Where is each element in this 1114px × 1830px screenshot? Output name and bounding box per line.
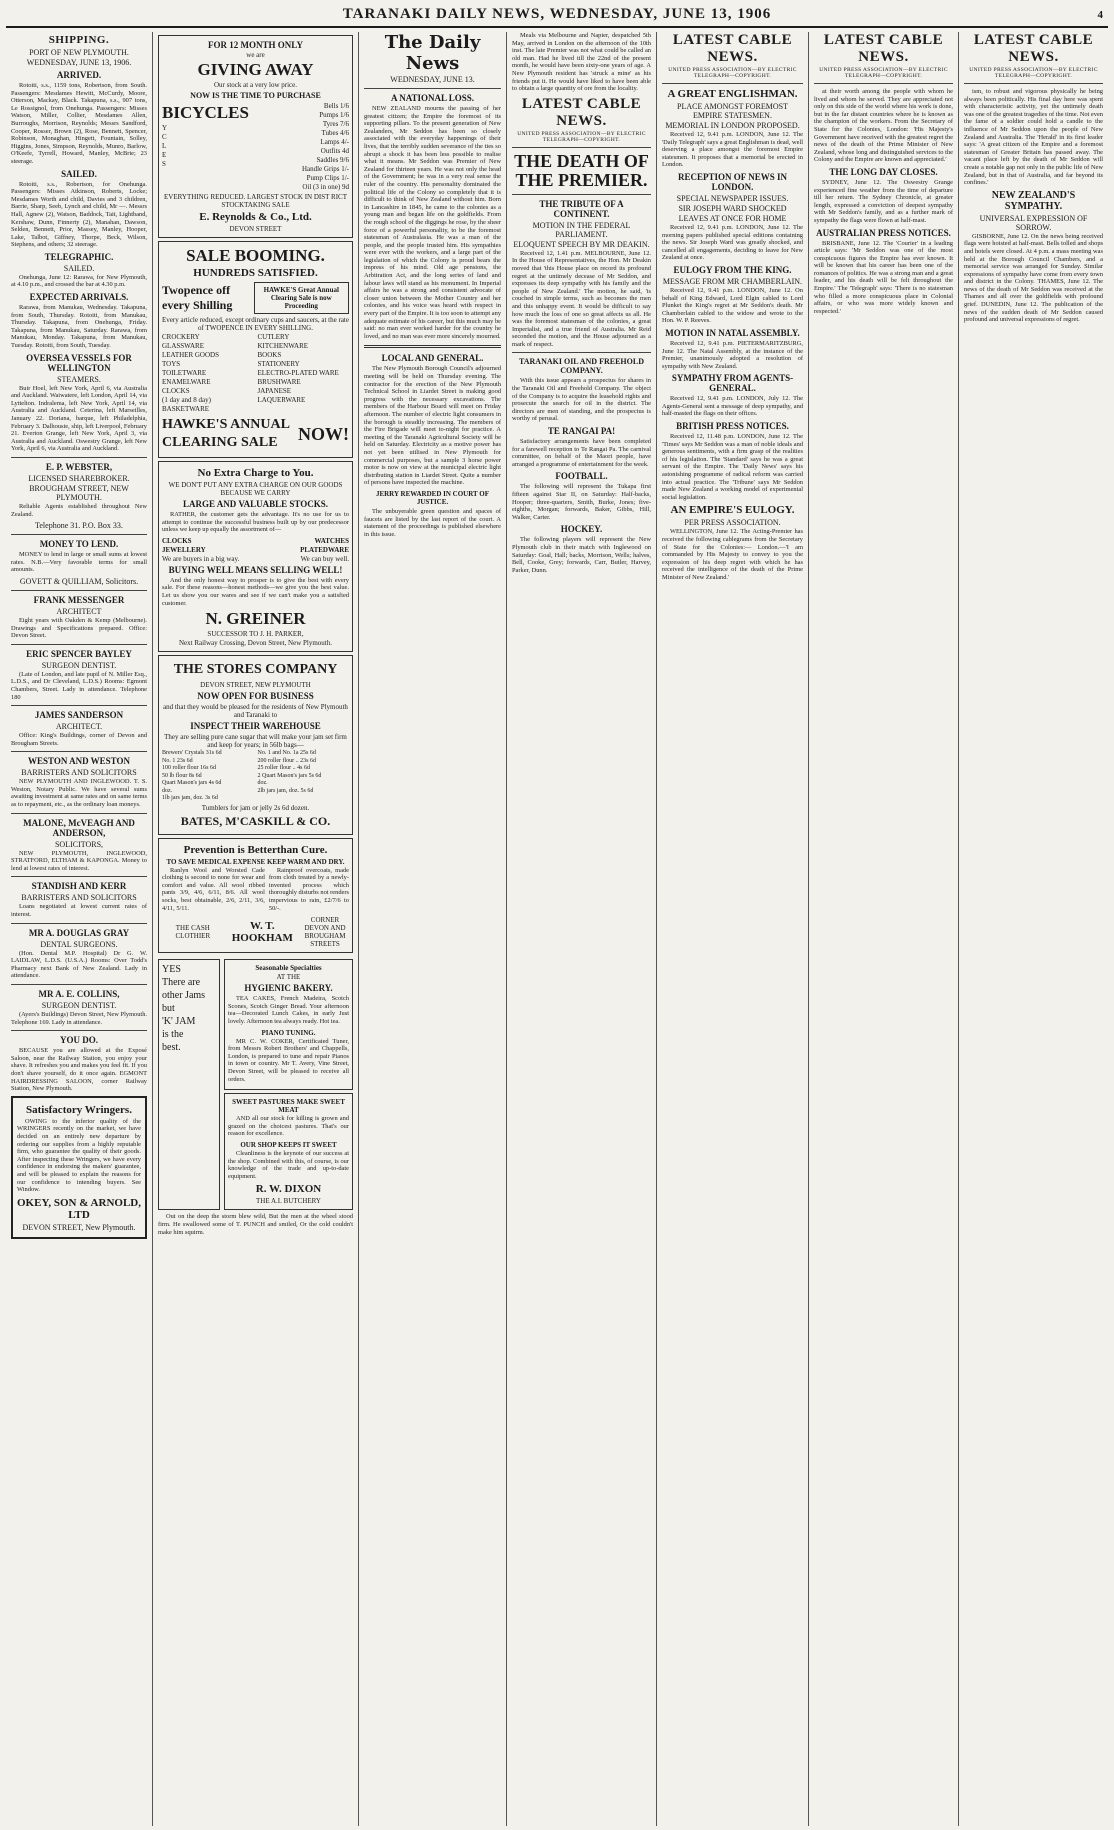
goods-left [162,333,254,414]
price-item: No. 1 23s 6d [162,757,193,764]
cable-tiny-3: UNITED PRESS ASSOCIATION—BY ELECTRIC TELEGRAPH—COPYRIGHT. [819,67,948,79]
plated-label: PLATEDWARE [300,545,349,554]
date-line: WEDNESDAY, JUNE 13, 1906. [26,58,132,67]
sanderson-text: Office: King's Buildings, corner of Devon and Brougham Streets. [11,732,147,747]
goods-item: STATIONERY [257,360,300,368]
shipping-heading: SHIPPING. [48,34,110,46]
kjam-word: 'K' JAM [162,1016,196,1028]
kjam-word: but [162,1003,175,1015]
goods-item: ELECTRO-PLATED WARE [257,369,339,377]
reception-heading: RECEPTION OF NEWS IN LONDON. [678,171,787,192]
local-heading: LOCAL AND GENERAL. [381,353,484,364]
parts-list [258,102,350,192]
wringers-heading: Satisfactory Wringers. [26,1103,132,1116]
part-price: Pumps 1/6 [319,111,349,119]
webster-sub: LICENSED SHAREBROKER. [28,473,130,483]
part-price: Saddles 9/6 [316,156,349,164]
hawkes-ad [158,241,353,458]
natal-heading: MOTION IN NATAL ASSEMBLY. [665,327,800,338]
part-price: Pump Clips 1/- [306,174,349,182]
cycles-letter: Y [162,124,168,132]
aus-press-heading: AUSTRALIAN PRESS NOTICES. [816,227,951,238]
universal-heading: UNIVERSAL EXPRESSION OF SORROW. [979,213,1088,232]
oversea-text: Buir Hoel, left New York, April 6, via Australia and Auckland. Waiwatere, left London, April 14, via Lyttelton. Indralema, left New York, April 14, via Australia and Auckland. Ceterina, left Marseilles, January 22. Doriana, barque, left Philadelphia, February 3. Dalhousie, ship, left Liverpool, February 21. Everton Grange, left New York, April 3, via Australia and Auckland. Oswestry Grange, left New York, April 6, via Australia and Auckland. [11,384,147,453]
bakery-ad [224,959,353,1090]
part-price: Outfits 4d [320,147,349,155]
ward-heading: SIR JOSEPH WARD SHOCKED [678,203,787,213]
aus-press-text: BRISBANE, June 12. The 'Courier' in a leading article says: 'Mr Seddon was one of the most conspicuous figures the Empire has ever known. It will be known that his career has been one of the romances of politics. He was a strong man and a great leader, and his death will be felt throughout the Empire.' The 'Telegraph' says: 'There is no statesman who filled a more conspicuous place in Colonial affairs, or who was more widely known and respected.' [814,239,953,315]
column-cable-1 [506,32,656,1826]
kjam-word: is the [162,1029,184,1041]
greiner-addr: Next Railway Crossing, Devon Street, New Plymouth. [178,639,332,648]
jerry-text: The unbuyerable green question and spaces of faucets are listed by the last report of the court. A statement of the proceedings is published elsewhere in this issue. [364,507,501,538]
pastures-heading: SWEET PASTURES MAKE SWEET MEAT [232,1098,345,1115]
wringers-ad [11,1096,147,1239]
bates-name: BATES, M'CASKILL & CO. [180,813,331,828]
part-price: Tyres 7/6 [322,120,349,128]
stores-addr: DEVON STREET, NEW PLYMOUTH [200,681,311,690]
steamers-label: STEAMERS. [57,374,101,384]
goods-item: LAQUERWARE [257,396,306,404]
weston-sub: BARRISTERS AND SOLICITORS [21,768,137,778]
telegraphic-sub: SAILED. [63,263,95,273]
arrived-text: Rotoiti, s.s., 1159 tons, Robertson, from South. Passengers: Mesdames Hewitt, McCurdy, Moore, Otterson, Mackay, Black. Takapuna, s.s., 907 tons, Le Rossignol, from Onehunga. Passengers: Misses Watson, Miller, Collier, Mesdames Allen, Burroughs, Morrison, Reynolds; Messrs Sandford, Cooper, Rosser, Brown (2), Rose, Bennett, Spencer, Robinson, Monaghan, Hingett, Fountain, Solley, Higgins, Jones, Simpson, Reynolds, Munro, Barlow, O'Keefe, Tyrrell, Howard, Manley, McBrie; 23 steerage. [11,82,147,165]
expected-heading: EXPECTED ARRIVALS. [29,292,129,303]
hockey-heading: HOCKEY. [560,524,603,535]
cable-tiny-4: UNITED PRESS ASSOCIATION—BY ELECTRIC TELEGRAPH—COPYRIGHT. [969,67,1098,79]
tribute-heading: THE TRIBUTE OF A CONTINENT. [539,198,624,219]
leaves-heading: LEAVES AT ONCE FOR HOME [678,213,787,223]
rather-text: RATHER, the customer gets the advantage. It's no use for us to attempt to continue the successful business built up by our predecessor unless we keep up equally the assortment of— [162,511,349,534]
messenger-sub: ARCHITECT [56,606,102,616]
rangai-heading: TE RANGAI PA! [547,426,616,437]
reduced-line: EVERYTHING REDUCED. LARGEST STOCK IN DIST RICT STOCKTAKING SALE [164,193,347,209]
local-text: The New Plymouth Borough Council's adjourned meeting will be held on Thursday evening. The contractor for the erection of the New Plymouth Technical School in Liardet Street is making good progress with the necessary excavations. The members of the Harbour Board will meet on Friday afternoon. The number of electric light consumers in the borough is steadily increasing. The members of the Fire Brigade will meet to-night for practice. A meeting of the Taranaki Agricultural Society will be held on Saturday. Electricity as a motive power has not yet been utilised in New Plymouth for commercial purposes, but a sample 3 horse power motor is now on view at the municipal electric light distributing station in Liardet Street. Quite a number of persons have inspected the machine. [364,365,501,487]
only-text: And the only honest way to prosper is to give the best with every sale. For these reasons—honest methods—we give you the best value. Let us show you our wares and see if we can't make you a satisfied customer. [162,576,349,607]
agents-text: Received 12, 9.41 p.m. LONDON, July 12. The Agents-General sent a message of deep sympathy, and half-masted the flags on their offices. [662,395,803,418]
reception-text: Received 12, 9.41 p.m. LONDON, June 12. The morning papers published special editions containing the news. Sir Joseph Ward was greatly shocked, and cancelled all engagements, deciding to leave for New Zealand at once. [662,223,803,262]
long-day-text: SYDNEY, June 12. The Oswestry Grange experienced fine weather from the time of departure till her return. The Sydney Chronicle, at greater length, expressed a conviction of deepest sympathy with Mr Seddon's family, and as a further mark of sympathy the flags were flown at half-mast. [814,178,953,224]
collins-name: MR A. E. COLLINS, [38,989,120,999]
every-article: Every article reduced, except ordinary cups and saucers, at the rate of TWOPENCE IN EVERY SHILLING. [162,316,349,332]
telegraphic-heading: TELEGRAPHIC. [44,251,114,262]
goods-item: CLOCKS [162,387,190,395]
kjam-ad [158,959,220,1210]
money-text: MONEY to lend in large or small sums at lowest rates. N.B.—Very favorable terms for small amounts. [11,551,147,574]
part-price: Tubes 4/6 [321,129,349,137]
hockey-text: The following players will represent the New Plymouth club in their match with Inglewood on Saturday: Goal, Hall; backs, Morrison, Wells; halves, Bell, Cooke, Grey; forwards, Carr, Butler, Harvey, Parker, Dunn. [512,536,651,574]
dixon-ad [224,1093,353,1210]
goods-item: GLASSWARE [162,342,205,350]
sailed-text: Rotoiti, s.s., Robertson, for Onehunga. Passengers: Misses Atkinson, Roberts, Locke; Mesdames Worth and child, Davies and 3 children, Barrie, Sharp, Seeb, Lynch and child, Mr —. Messrs Hall, Agnew (2), Watson, Baddock, Tait, Lightband, Kershaw, Dunn, Finnerty (2), Manahan, Dawson, Selden, Bennett, Prior, Massey, Manley, Hooper, Lake, Talbot, Giffney, Thorpe, Beck, Wilson, Stephens, and others; 32 steerage. [11,180,147,249]
dixon-sub: THE A.I. BUTCHERY [256,1197,321,1206]
column-cable-2 [656,32,808,1826]
expected-text: Rarawa, from Manukau, Wednesday. Takapuna, from South, Thursday. Rotoiti, from Manukau, Thursday. Takapuna, from Onehunga, Friday. Takapuna, from Manukau, Saturday. Rarawa, from Manukau, Monday. Takapuna, from Manukau, Tuesday. Rotoiti, from South, Tuesday. [11,304,147,350]
cycles-letters [162,124,254,169]
price-item: 25 roller flour .. 4s 6d [257,765,310,772]
giving-away: GIVING AWAY [197,60,314,79]
okey-name: OKEY, SON & ARNOLD, LTD [17,1196,141,1221]
eloquent-heading: ELOQUENT SPEECH BY MR DEAKIN. [513,239,650,249]
column-editorial [358,32,506,1826]
eulogy2-sub: PER PRESS ASSOCIATION. [684,518,781,528]
memorial-heading: MEMORIAL IN LONDON PROPOSED. [665,121,800,130]
away-label: we are [246,51,265,59]
sailed-heading: SAILED. [61,168,97,179]
goods-item: TOILETWARE [162,369,207,377]
oil-heading: TARANAKI OIL AND FREEHOLD COMPANY. [519,357,644,376]
malone-name: MALONE, McVEAGH AND ANDERSON, [23,817,135,838]
standish-sub: BARRISTERS AND SOLICITORS [21,893,137,903]
tumblers: Tumblers for jam or jelly 2s 6d dozen. [201,803,310,812]
national-loss-heading: A NATIONAL LOSS. [390,93,475,103]
paper-title: The Daily News [384,32,481,74]
natal-text: Received 12, 9.41 p.m. PIETERMARITZBURG, June 12. The Natal Assembly, at the instance of the Premier, unanimously adopted a resolution of sympathy with New Zealand. [662,339,803,370]
standish-text: Loans negotiated at lowest current rates of interest. [11,903,147,919]
reynolds-addr: DEVON STREET [229,225,282,233]
dixon-name: R. W. DIXON [255,1183,322,1196]
price-item: 1lb jars jam, doz. 3s 6d [162,795,218,802]
sale-heading: SALE BOOMING. [186,246,325,265]
no-extra-sub: WE DON'T PUT ANY EXTRA CHARGE ON OUR GOODS BECAUSE WE CARRY [168,481,343,497]
jerry-heading: JERRY REWARDED IN COURT OF JUSTICE. [375,489,490,506]
price-item: Quart Mason's jars 4s 6d [162,780,222,787]
inspect-line: INSPECT THEIR WAREHOUSE [190,721,321,732]
col7-top-text: ism, to robust and vigorous physically he being always been politically. His final day here was spent with characteristic activity, yet the untimely death was one of the greatest tragedies of the time. Not even the fame of a soldier could hold a candle to the influence of Mr Seddon upon the people of New Zealand and Australia. The 'Herald' in its first leader says: 'A great citizen of the Empire and a foremost statesman of Greater Britain has passed away. The vacant place left by the death of Mr Seddon will create a notable gap not only in the public life of New Zealand, but in that of Australia, and far beyond its confines.' [964,88,1103,187]
collins-sub: SURGEON DENTIST. [41,1001,117,1010]
long-day-heading: THE LONG DAY CLOSES. [829,166,938,177]
shop-heading: OUR SHOP KEEPS IT SWEET [240,1140,337,1149]
masthead [6,4,1108,28]
bicycles-ad [158,35,353,238]
englishman-heading: A GREAT ENGLISHMAN. [667,88,798,100]
national-loss-text: NEW ZEALAND mourns the passing of her greatest citizen; the Empire the foremost of its supporting pillars. To the present generation of New Zealanders, Mr Seddon has been so closely associated with the everyday happenings of their lives, that the terribly sudden severance of the ties so abrupt a shock it has been less possible to realise what it means. Mr Seddon was Premier of New Zealand for thirteen years. He was not only the head of the Government; he was in a very real sense the ruler of the country. His personality dominated the political life of the Colony so completely that it is difficult to think of New Zealand without him. Born in Lancashire in 1845, he came to the colonies as a young man and began life on the goldfields. From the rough school of the diggings he rose, by the sheer force of a powerful personality, to be the foremost statesman of Australasia. He was a man of the people, and the people trusted him. His sympathies were ever with the workers, and a large part of the legislation of which the Colony is proud bears the impress of his mind. Old age pensions, the Arbitration Act, and the long series of land and labour laws will stand as his monument. In Imperial affairs he was a strong and consistent advocate of closer union between the Mother Country and her colonies, and his voice was heard with respect in every part of the Empire. It is too soon to attempt any adequate estimate of his career, but this much may be said: no man ever worked harder for the country he loved, and no man was ever more sincerely mourned. [364,105,502,340]
dentist-sub: SURGEON DENTIST. [41,660,117,670]
goods-item: BASKETWARE [162,405,210,413]
cable-tiny-2: UNITED PRESS ASSOCIATION—BY ELECTRIC TELEGRAPH—COPYRIGHT. [668,67,797,79]
webster-name: E. P. WEBSTER, [45,461,113,472]
clocks-label: CLOCKS [162,536,192,545]
column-cable-4 [958,32,1108,1826]
cable-tiny-1: UNITED PRESS ASSOCIATION—BY ELECTRIC TELEGRAPH—COPYRIGHT. [517,130,646,143]
hawkes-box: HAWKE'S Great Annual Clearing Sale is now Proceeding [254,282,350,314]
hookham-name: W. T. HOOKHAM [231,920,293,945]
twopence-label: Twopence off every Shilling [162,283,233,312]
goods-item: (1 day and 8 day) [162,396,211,404]
eulogy2-text: WELLINGTON, June 12. The Acting-Premier has received the following cablegrams from the Secretary of State for the Colonies:— London.—'I am commanded by His Majesty to convey to you the expression of his deep regret with which he has received the intelligence of the death of the Prime Minister of New Zealand.' [662,528,803,581]
pastures-text: AND all our stock for killing is grown and grazed on the choicest pastures. That's our reason for excellence. [228,1115,349,1138]
price-item: 200 roller flour .. 23s 6d [257,757,316,764]
cycles-letter: C [162,133,167,141]
death-heading: THE DEATH OF THE PREMIER. [514,150,649,190]
standish-name: STANDISH AND KERR [31,881,127,892]
eulogy-text: Received 12, 9.41 p.m. LONDON, June 12. On behalf of King Edward, Lord Elgin cabled to Lord Plunket the King's regret at Mr Seddon's death. Mr Chamberlain cabled to the widow and wrote to the Hon. W. P. Reeves. [662,286,803,325]
price-item: No. 1 and No. 1a 25s 6d [257,750,316,757]
price-text: They are selling pure cane sugar that will make your jam set firm and keep for years; in 56lb bags— [164,733,347,750]
messenger-text: Eight years with Oakden & Kemp (Melbourne). Drawings and Specifications prepared. Office: Devon Street. [11,616,147,640]
greiner-sub: SUCCESSOR TO J. H. PARKER, [207,630,304,639]
dentist-text: (Late of London, and late pupil of N. Miller Esq., L.D.S., and Dr Cleveland, L.D.S.) Rooms: Egmont Chambers, Street. Lady in attendance. Telephone 180 [11,670,147,701]
bicycles-word: BICYCLES [162,103,249,122]
cycles-letter: E [162,151,167,159]
stock-line: Our stock at a very low price. [214,81,297,89]
hookham-addr: CORNER DEVON AND BROUGHAM STREETS [304,916,346,949]
column-advertisements [152,32,358,1826]
englishman-text: Received 12, 9.41 p.m. LONDON, June 12. The 'Daily Telegraph' says a great Englishman is dead, well deserving a place amongst the foremost Empire statesmen. It proposes that a memorial be erected in London. [662,131,803,169]
editorial-date: WEDNESDAY, JUNE 13. [390,75,475,84]
price-item: 50 lb flour 8s 6d [162,772,202,779]
column-cable-3 [808,32,958,1826]
youdo-text: BECAUSE you are allowed at the Exposé Saloon, near the Railway Station, you enjoy your shave. It refreshes you and makes you feel fit. If you don't shave yourself, do it once again. EGMONT HAIRDRESSING SALOON, corner Railway Station, New Plymouth. [11,1047,147,1093]
gray-text: (Hon. Dental M.P. Hospital) Dr G. W. LAIDLAW, L.D.S. (U.S.A.) Rooms: Over Todd's Pharmacy next Bank of New Zealand. Lady in attendance. [11,949,147,980]
motion-heading: MOTION IN THE FEDERAL PARLIAMENT. [532,220,631,239]
sale-sub: HUNDREDS SATISFIED. [193,267,318,279]
hookham-cash: THE CASH CLOTHIER [175,924,211,941]
rangai-text: Satisfactory arrangements have been completed for a farewell reception to Te Rangai Pa. The carnival committee, on behalf of the Maori people, have arranged a programme of entertainment for the week. [512,438,651,468]
yes-words [162,963,216,1054]
hawkes-annual: HAWKE'S ANNUAL CLEARING SALE [162,417,290,450]
sympathy-text: GISBORNE, June 12. On the news being received flags were hoisted at half-mast. Bells tolled and shops and hotels were closed. At 4 p.m. a mass meeting was held at the Borough Council Chambers, and a memorial service was arranged for Sunday. Similar expressions of sympathy have come from every town and district in the Colony. THAMES, June 12. The news of the death of Mr Seddon was received at the Thames and all over the goldfields with profound grief. DUNEDIN, June 12. The publication of the news of the sudden death of Mr Seddon caused profound and universal expressions of regret. [964,232,1103,324]
dentist-name: ERIC SPENCER BAYLEY [26,648,132,659]
bakery-heading: Seasonable Specialties [255,964,322,973]
price-item: 2 Quart Mason's jars 5s 6d [257,772,322,779]
sanderson-name: JAMES SANDERSON [34,710,124,721]
goods-item: BRUSHWARE [257,378,301,386]
page-number: 4 [1097,9,1104,21]
football-text: The following will represent the Tukapa first fifteen against Star II, on Saturday: Half-backs, Hooper; three-quarters, Smith, Burke, Jones; five-eighths, Morgan; forwards, Baker, Gibbs, Hill, Walker, Carter. [512,483,651,521]
goods-right [258,333,350,414]
oversea-heading: OVERSEA VESSELS FOR WELLINGTON [26,352,132,373]
no-extra: No Extra Charge to You. [197,467,314,479]
price-item: Brewers' Crystals 31s 6d [162,750,222,757]
messenger-name: FRANK MESSENGER [33,594,125,605]
sympathy-heading: NEW ZEALAND'S SYMPATHY. [991,189,1076,212]
hookham-ad [158,838,353,954]
eulogy-heading: EULOGY FROM THE KING. [673,264,792,275]
message-heading: MESSAGE FROM MR CHAMBERLAIN. [662,276,803,286]
malone-sub: SOLICITORS, [54,839,104,849]
football-heading: FOOTBALL. [555,471,608,482]
sugar-right [258,750,350,803]
agents-heading: SYMPATHY FROM AGENTS-GENERAL. [671,373,794,394]
large-valuable: LARGE AND VALUABLE STOCKS. [182,499,329,509]
webster-text: Reliable Agents established throughout New Zealand. [11,502,147,518]
goods-item: BOOKS [257,351,282,359]
kjam-word: YES [162,964,181,976]
prevention-right: Rainproof overcoats, made from cloth treated by a newly-invented process which thoroughly disturbs not renders impervious to rain, £2/7/6 to 50/-. [268,866,349,912]
youdo-heading: YOU DO. [60,1035,98,1046]
bakery-sub: AT THE [276,973,301,982]
bakery-name: HYGIENIC BAKERY. [244,983,333,994]
sugar-left [162,750,254,803]
now-big: NOW! [298,423,349,444]
weston-text: NEW PLYMOUTH AND INGLEWOOD. T. S. Weston, Notary Public. We have several sums awaiting investment at same rates and on same terms as to repayment, etc., as the ordinary loan moneys. [11,778,147,809]
stores-ad [158,655,353,835]
money-sign: GOVETT & QUILLIAM, Solicitors. [19,576,139,586]
prevention-heading: Prevention is Betterthan Cure. [183,843,328,856]
punch-text: Out on the deep the storm blew wild, But the men at the wheel stood firm. He swallowed some of T. PUNCH and smiled, Or the cold couldn't make him squirm. [158,1213,353,1236]
webster-tel: Telephone 31. P.O. Box 33. [35,521,123,531]
englishman-sub: PLACE AMONGST FOREMOST EMPIRE STATESMEN. [677,102,788,120]
malone-text: NEW PLYMOUTH, INGLEWOOD, STRATFORD, ELTHAM & KAPONGA. Money to lend at lowest rates of interest. [11,849,147,872]
cash-head: FOR 12 MONTH ONLY [208,40,303,50]
part-price: Bells 1/6 [323,102,349,110]
jewellery-label: JEWELLERY [162,545,206,554]
price-item: 2lb jars jam, doz. 5s 6d [257,787,314,794]
price-item: 100 roller flour 16s 6d [162,765,216,772]
wringers-text: OWING to the inferior quality of the WRINGERS recently on the market, we have decided on an entirely new departure by ordering our supplies from a highly reputable firm, who guarantee the quality of their goods. After inspecting these Wringers, we have every confidence in endorsing the makers' guarantee, and will be pleased to explain the reasons for our confidence to intending buyers. See Window. [17,1117,141,1194]
british-text: Received 12, 11.48 p.m. LONDON, June 12. The 'Times' says Mr Seddon was a man of noble ideals and generous sentiments, with a firm grasp of the realities of his legislation. The 'Standard' says he was a great servant of the Empire. The 'Daily News' says his astonishing programme of radical reform was carried into actual practice. The 'Tribune' says Mr Seddon made New Zealand a working model of experimental social legislation. [662,433,803,501]
goods-item: CROCKERY [162,333,200,341]
cable-heading-4: LATEST CABLE NEWS. [973,32,1094,65]
part-price: Lamps 4/- [320,138,349,146]
cycles-letter: S [162,160,166,168]
death-text: Received 12, 1.41 p.m. MELBOURNE, June 12. In the House of Representatives, the Hon. Mr Deakin moved that 'this House place on record its profound regret at the untimely decease of Mr Seddon, and expresses its deep sympathy with his family and the people of New Zealand.' The motion, he said, 'is couched in simple terms, such as becomes the men and this unhappy event. It would be difficult to say how much the loss of one so great affects us all. He was the foremost statesman of the colonies, a great Imperialist, and a true friend of Australia. Mr Reid seconded the motion, and the House adjourned as a mark of respect. [512,249,651,348]
goods-item: ENAMELWARE [162,378,211,386]
telegraphic-text: Onehunga, June 12: Rarawa, for New Plymouth, at 4.10 p.m., and crossed the bar at 4.30 p.m. [11,273,147,289]
port-line: PORT OF NEW PLYMOUTH. [29,48,129,57]
cable-heading-2: LATEST CABLE NEWS. [672,32,793,65]
goods-item: JAPANESE [257,387,292,395]
money-heading: MONEY TO LEND. [39,539,119,550]
oil-text: With this issue appears a prospectus for shares in the Taranaki Oil and Freehold Company. The object of the Company is to acquire the leasehold rights and prosecute the search for oil in the district. The directors are men of standing, and the prospectus is worthy of perusal. [512,377,651,423]
price-item: doz. [162,787,173,794]
buyers-left: We are buyers in a big way. [162,554,240,563]
greiner-ad [158,461,353,652]
british-heading: BRITISH PRESS NOTICES. [676,421,789,432]
price-item: doz. [257,780,268,787]
webster-addr: BROUGHAM STREET, NEW PLYMOUTH. [29,483,129,502]
arrived-heading: ARRIVED. [56,70,102,80]
prevention-sub: TO SAVE MEDICAL EXPENSE KEEP WARM AND DRY. [166,857,345,866]
collins-text: (Ayers's Buildings) Devon Street, New Plymouth. Telephone 169. Lady in attendance. [11,1011,147,1026]
stores-text: and that they would be pleased for the residents of New Plymouth and Taranaki to [163,703,348,720]
sanderson-sub: ARCHITECT. [55,722,103,732]
goods-item: CUTLERY [257,333,290,341]
goods-item: LEATHER GOODS [162,351,219,359]
stores-open: NOW OPEN FOR BUSINESS [197,691,314,702]
special-heading: SPECIAL NEWSPAPER ISSUES. [676,193,789,203]
column-shipping [6,32,152,1826]
piano-heading: PIANO TUNING. [261,1028,316,1037]
reynolds-name: E. Reynolds & Co., Ltd. [199,211,312,223]
gray-name: MR A. DOUGLAS GRAY [28,927,130,938]
eulogy2-heading: AN EMPIRE'S EULOGY. [670,504,795,517]
cycles-letter: L [162,142,167,150]
cable-heading-3: LATEST CABLE NEWS. [823,32,944,65]
goods-item: TOYS [162,360,181,368]
weston-name: WESTON AND WESTON [27,756,131,767]
kjam-word: There are other Jams [162,977,206,1002]
shop-text: Cleanliness is the keynote of our success at the shop. Combined with this, of course, is our knowledge of the trade and up-to-date equipment. [228,1149,349,1180]
col4-top-text: Meals via Melbourne and Napier, despatched 5th May, arrived in London on the afternoon of the 10th inst. The late Premier was not what could be called an old man. Had he lived till the 22nd of the present month, he would have been sixty-one years of age. A New Plymouth resident has 'struck a mine' as his friends put it. He would have liked to have been able to obtain a large quantity of ore from the locality. [512,32,651,93]
piano-text: MR C. W. COKER, Certificated Tuner, from Messrs Robert Brothers' and Chappells, London, is prepared to tune and repair Pianos in town or country. Mr T. Avery, Vine Street, Devon Street, will be pleased to receive all orders. [228,1037,349,1083]
watches-label: WATCHES [314,536,349,545]
masthead-title: TARANAKI DAILY NEWS, WEDNESDAY, JUNE 13, 1906 [342,6,772,22]
goods-item: KITCHENWARE [257,342,309,350]
bakery-text: TEA CAKES, French Madeira, Scotch Scones, Scotch Ginger Bread. Your afternoon tea—Decorated Lunch Cakes, in early Just lovely. Afternoon tea always ready. Hot tea. [228,995,349,1025]
col6-top-text: at their worth among the people with whom he lived and whom he served. They are appreciated not only on this side of the world where his work is done, but in the far distant countries where he is known as the champion of the workers. From the Secretary of State for the Colonies, London: 'His Majesty's Government have received with the greatest regret the news of the death of the Prime Minister of New Zealand, whose long and distinguished services to the Colony and the Empire are known and appreciated.' [814,88,953,164]
buying-well: BUYING WELL MEANS SELLING WELL! [168,564,343,575]
part-price: Oil (3 in one) 9d [302,183,349,191]
part-price: Handle Grips 1/- [301,165,349,173]
prevention-left: Ranlyn Wool and Worsted Cade clothing is second to none for wear and comfort and value. All wool ribbed pants 3/9, 4/6, 6/11, 8/6. All wool socks, best obtainable, 2/6, 2/11, 3/6, 4/11, 5/11. [162,866,265,912]
stores-name: THE STORES COMPANY [173,662,338,678]
cable-heading-1: LATEST CABLE NEWS. [521,95,642,129]
okey-addr: DEVON STREET, New Plymouth. [22,1222,136,1232]
gray-sub: DENTAL SURGEONS. [40,939,118,949]
buyers-right: We can buy well. [300,554,349,563]
now-line: NOW IS THE TIME TO PURCHASE [190,91,321,100]
greiner-name: N. GREINER [205,609,306,629]
kjam-word: best. [162,1042,181,1054]
